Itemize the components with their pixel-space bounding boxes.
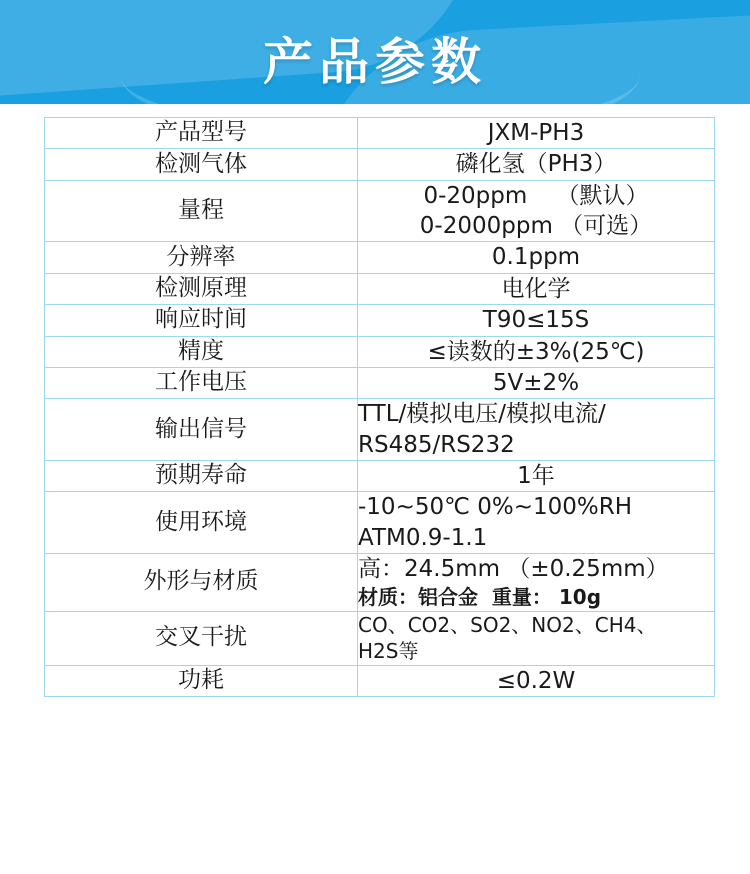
table-row (45, 399, 715, 461)
table-row (45, 554, 715, 612)
table-row (45, 665, 715, 696)
spec-value (358, 273, 715, 304)
spec-value (358, 149, 715, 180)
spec-value-line: 材质：铝合金 重量： 10g (358, 585, 602, 610)
spec-value-line: 电化学 (501, 275, 571, 302)
spec-label: 预期寿命 (45, 460, 358, 491)
spec-value-line: 5V±2% (492, 369, 580, 396)
table-row (45, 611, 715, 665)
spec-value-line: 0.1ppm (491, 244, 581, 271)
spec-value (358, 460, 715, 491)
spec-value (358, 118, 715, 149)
spec-value-line: 高：24.5mm （±0.25mm） (358, 556, 669, 583)
table-row (45, 367, 715, 398)
spec-value (358, 336, 715, 367)
spec-value-line: CO、CO2、SO2、NO2、CH4、 (358, 612, 657, 637)
spec-value-line: TTL/模拟电压/模拟电流/ (358, 401, 606, 428)
spec-value (358, 180, 715, 242)
table-row (45, 273, 715, 304)
spec-label: 检测气体 (45, 149, 358, 180)
spec-value (358, 367, 715, 398)
header-banner (0, 0, 750, 104)
spec-value (358, 305, 715, 336)
spec-table (44, 117, 715, 697)
spec-label: 输出信号 (45, 399, 358, 461)
spec-value-line: 0-2000ppm （可选） (419, 213, 653, 240)
table-row (45, 305, 715, 336)
table-row (45, 336, 715, 367)
spec-label: 工作电压 (45, 367, 358, 398)
spec-value (358, 242, 715, 273)
table-row (45, 149, 715, 180)
spec-value-line: ≤读数的±3%(25℃) (427, 338, 645, 365)
spec-label: 使用环境 (45, 492, 358, 554)
spec-value-line: T90≤15S (482, 307, 590, 334)
spec-label: 功耗 (45, 665, 358, 696)
spec-label: 精度 (45, 336, 358, 367)
spec-value-line: RS485/RS232 (358, 431, 515, 458)
spec-value-line: 1年 (517, 462, 555, 489)
spec-value (358, 399, 715, 461)
spec-label: 分辨率 (45, 242, 358, 273)
spec-label: 产品型号 (45, 118, 358, 149)
spec-label: 检测原理 (45, 273, 358, 304)
page-title: 产品参数 (263, 33, 487, 91)
spec-value-line: JXM-PH3 (487, 120, 585, 146)
table-row (45, 460, 715, 491)
table-row (45, 492, 715, 554)
spec-value (358, 611, 715, 665)
spec-label: 响应时间 (45, 305, 358, 336)
table-row (45, 180, 715, 242)
spec-label: 交叉干扰 (45, 611, 358, 665)
spec-value-line: 磷化氢（PH3） (455, 151, 617, 178)
table-row (45, 118, 715, 149)
spec-value-line: 0-20ppm （默认） (423, 182, 649, 209)
spec-value-line: -10~50℃ 0%~100%RH (358, 494, 633, 521)
spec-label: 量程 (45, 180, 358, 242)
spec-value (358, 554, 715, 612)
spec-label: 外形与材质 (45, 554, 358, 612)
spec-table-body (45, 118, 715, 697)
spec-value-line: ATM0.9-1.1 (358, 524, 488, 551)
spec-value-line: H2S等 (358, 639, 419, 664)
spec-table-container (44, 117, 706, 697)
footer-spacer (0, 864, 750, 874)
spec-value (358, 492, 715, 554)
spec-value-line: ≤0.2W (496, 667, 576, 694)
table-row (45, 242, 715, 273)
spec-value (358, 665, 715, 696)
